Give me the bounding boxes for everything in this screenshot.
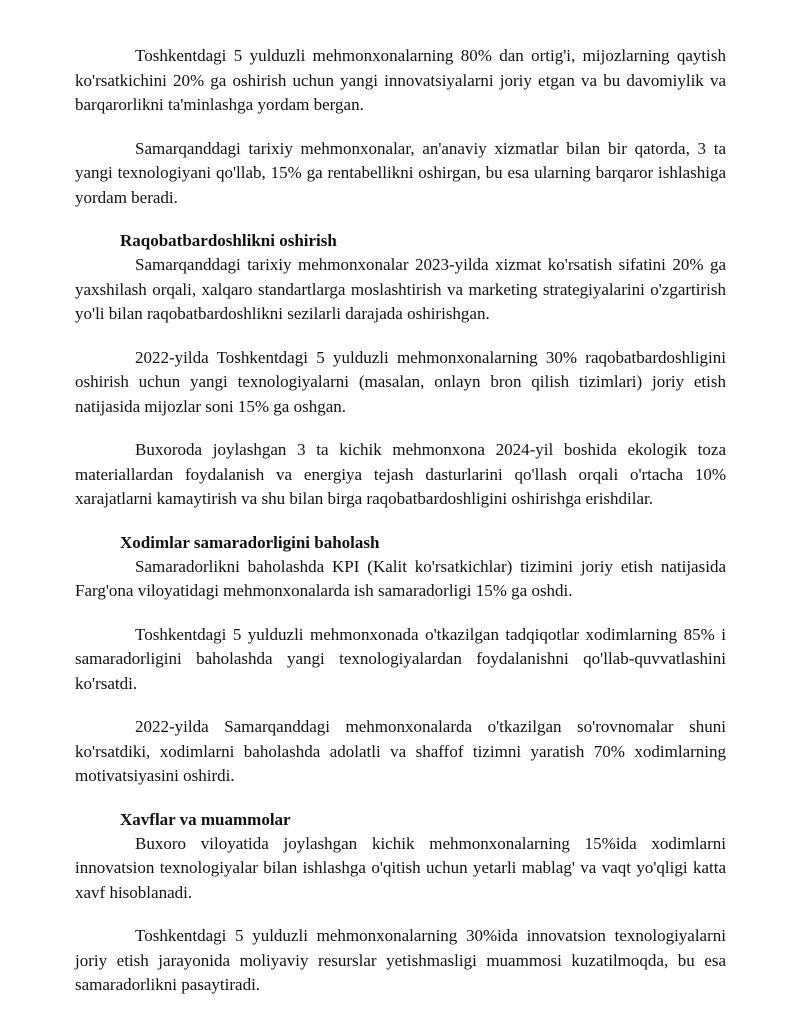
document-page [75, 44, 726, 998]
paragraph: Buxoro viloyatida joylashgan kichik mehmonxonalarning 15%ida xodimlarni innovatsion texnologiyalar bilan ishlashga o'qitish uchun yetarli mablag' va vaqt yo'qligi katta xavf hisoblanadi. [75, 833, 726, 902]
section-heading: Xodimlar samaradorligini baholash [120, 532, 380, 552]
paragraph: 2022-yilda Samarqanddagi mehmonxonalarda o'tkazilgan so'rovnomalar shuni ko'rsatdiki, xodimlarni baholashda adolatli va shaffof tizimni yaratish 70% xodimlarning motivatsiyasini oshirdi. [75, 717, 726, 785]
paragraph: Toshkentdagi 5 yulduzli mehmonxonalarning 80% dan ortig'i, mijozlarning qaytish ko'rsatkichini 20% ga oshirish uchun yangi innovatsiyalarni joriy etgan va bu davomiylik va barqarorlikni ta'minlashga yordam bergan. [75, 46, 726, 114]
section-competitiveness [75, 229, 726, 512]
section-risks [75, 808, 726, 998]
paragraph: Samarqanddagi tarixiy mehmonxonalar, an'anaviy xizmatlar bilan bir qatorda, 3 ta yangi texnologiyani qo'llab, 15% ga rentabellikni oshirgan, bu esa ularning barqaror ishlashiga yordam beradi. [75, 138, 726, 207]
paragraph: Samarqanddagi tarixiy mehmonxonalar 2023-yilda xizmat ko'rsatish sifatini 20% ga yaxshilash orqali, xalqaro standartlarga moslashtirish va marketing strategiyalarini o'zgartirish yo'li bilan raqobatbardoshlikni sezilarli darajada oshirishgan. [75, 255, 726, 323]
paragraph: 2022-yilda Toshkentdagi 5 yulduzli mehmonxonalarning 30% raqobatbardoshligini oshirish uchun yangi texnologiyalarni (masalan, onlayn bron qilish tizimlari) joriy etish natijasida mijozlar soni 15% ga oshgan. [75, 347, 726, 416]
section-heading: Xavflar va muammolar [120, 809, 291, 829]
paragraph: Buxoroda joylashgan 3 ta kichik mehmonxona 2024-yil boshida ekologik toza materiallardan foydalanish va energiya tejash dasturlarini qo'llash orqali o'rtacha 10% xarajatlarni kamaytirish va shu bilan birga raqobatbardoshligini oshirishga erishdilar. [75, 440, 726, 508]
paragraph: Samaradorlikni baholashda KPI (Kalit ko'rsatkichlar) tizimini joriy etish natijasida Farg'ona viloyatidagi mehmonxonalarda ish samaradorligi 15% ga oshdi. [75, 556, 726, 600]
section-heading: Raqobatbardoshlikni oshirish [120, 231, 337, 250]
section-staff-performance [75, 531, 726, 789]
paragraph: Toshkentdagi 5 yulduzli mehmonxonada o'tkazilgan tadqiqotlar xodimlarning 85% i samaradorligini baholashda yangi texnologiyalardan foydalanishni qo'llab-quvvatlashini ko'rsatdi. [75, 624, 726, 693]
paragraph: Toshkentdagi 5 yulduzli mehmonxonalarning 30%ida innovatsion texnologiyalarni joriy etish jarayonida moliyaviy resurslar yetishmasligi muammosi kuzatilmoqda, bu esa samaradorlikni pasaytiradi. [75, 926, 726, 994]
